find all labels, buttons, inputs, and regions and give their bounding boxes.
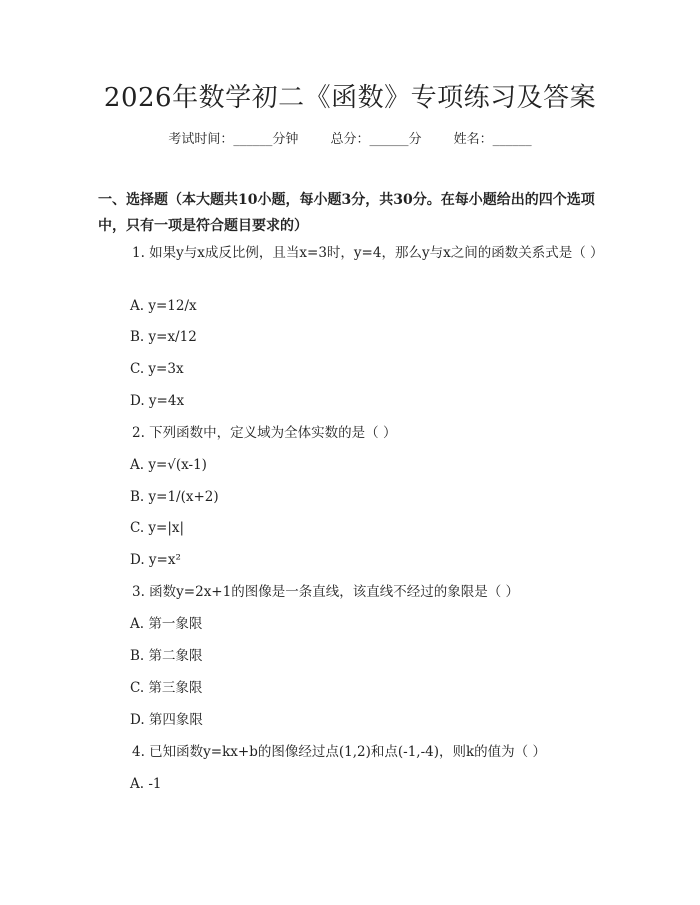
question-4: 4. 已知函数y=kx+b的图像经过点(1,2)和点(-1,-4)，则k的值为（ ） bbox=[132, 744, 546, 760]
question-1: 1. 如果y与x成反比例，且当x=3时，y=4，那么y与x之间的函数关系式是（ ） bbox=[132, 245, 604, 261]
section-heading: 一、选择题（本大题共10小题，每小题3分，共30分。在每小题给出的四个选项中，只有一项是符合题目要求的） bbox=[98, 192, 595, 234]
question-3-option-a: A. 第一象限 bbox=[130, 616, 203, 632]
question-2-option-d: D. y=x² bbox=[130, 552, 181, 568]
question-4-option-a: A. -1 bbox=[130, 776, 162, 792]
question-2-option-b: B. y=1/(x+2) bbox=[130, 489, 219, 505]
exam-info-line bbox=[0, 128, 700, 152]
total-score-field: 总分：______分 bbox=[330, 132, 422, 147]
question-1-option-b: B. y=x/12 bbox=[130, 329, 197, 345]
question-1-option-c: C. y=3x bbox=[130, 361, 184, 377]
student-name-field: 姓名：______ bbox=[453, 132, 532, 147]
question-2-option-a: A. y=√(x-1) bbox=[130, 457, 207, 473]
question-1-option-d: D. y=4x bbox=[130, 393, 185, 409]
question-1-option-a: A. y=12/x bbox=[130, 298, 197, 314]
question-2-option-c: C. y=|x| bbox=[130, 520, 185, 536]
exam-time-field: 考试时间：______分钟 bbox=[168, 132, 299, 147]
question-3-option-d: D. 第四象限 bbox=[130, 712, 203, 728]
question-3-option-b: B. 第二象限 bbox=[130, 648, 203, 664]
document-title: 2026年数学初二《函数》专项练习及答案 bbox=[103, 83, 597, 113]
question-3: 3. 函数y=2x+1的图像是一条直线，该直线不经过的象限是（ ） bbox=[132, 584, 520, 600]
question-3-option-c: C. 第三象限 bbox=[130, 680, 203, 696]
question-2: 2. 下列函数中，定义域为全体实数的是（ ） bbox=[132, 425, 397, 441]
